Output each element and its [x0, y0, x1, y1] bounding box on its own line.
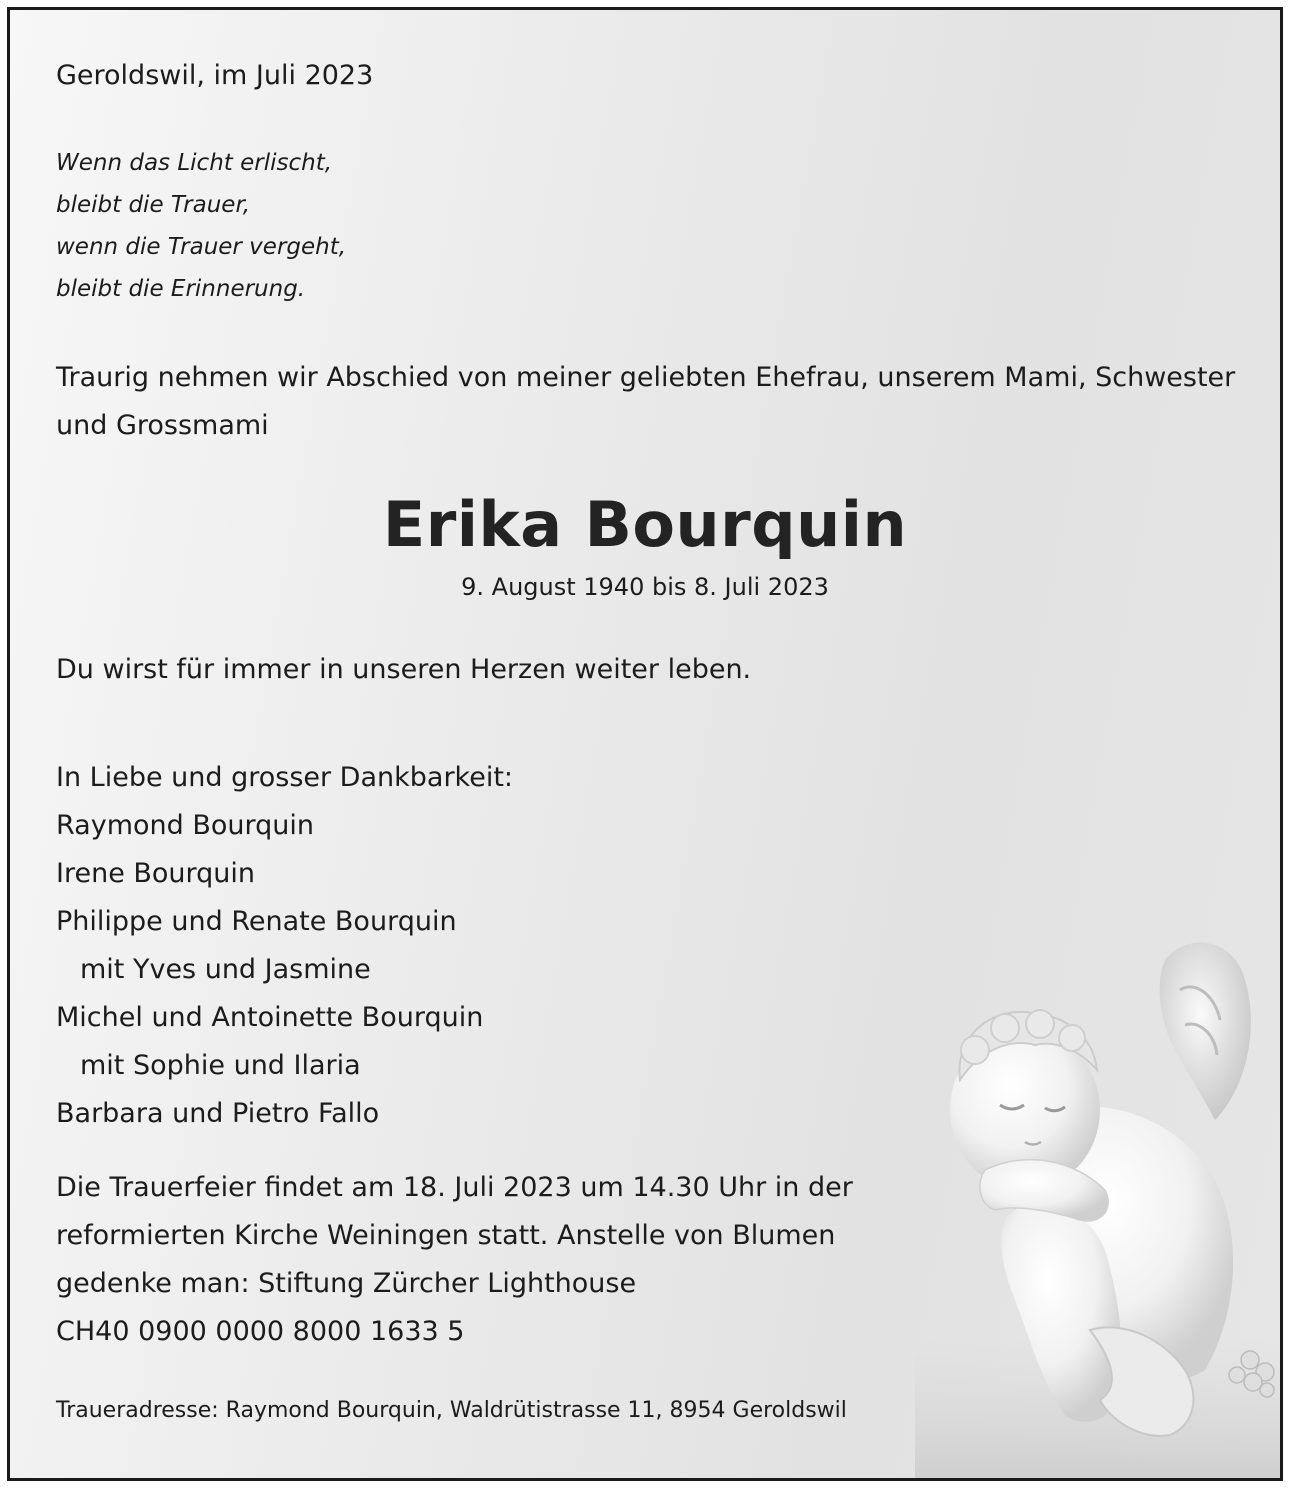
ceremony-info	[56, 1164, 853, 1356]
poem-line: Wenn das Licht erlischt,	[56, 150, 333, 176]
family-member: Michel und Antoinette Bourquin	[56, 1002, 484, 1033]
family-member: Raymond Bourquin	[56, 810, 314, 841]
deceased-name: Erika Bourquin	[382, 488, 908, 561]
obituary-notice	[7, 7, 1283, 1481]
family-member: Barbara und Pietro Fallo	[56, 1098, 380, 1129]
poem-line: bleibt die Erinnerung.	[56, 276, 306, 302]
family-heading: In Liebe und grosser Dankbarkeit:	[56, 762, 514, 793]
family-member: Philippe und Renate Bourquin	[56, 906, 457, 937]
ceremony-line: CH40 0900 0000 8000 1633 5	[56, 1316, 465, 1347]
ceremony-line: Die Trauerfeier findet am 18. Juli 2023 um 14.30 Uhr in der	[56, 1172, 853, 1203]
cherub-angel-icon	[915, 920, 1280, 1478]
ceremony-line: gedenke man: Stiftung Zürcher Lighthouse	[56, 1268, 637, 1299]
life-dates: 9. August 1940 bis 8. Juli 2023	[461, 573, 829, 601]
ceremony-line: reformierten Kirche Weiningen statt. Anstelle von Blumen	[56, 1220, 836, 1251]
farewell-intro: Traurig nehmen wir Abschied von meiner geliebten Ehefrau, unserem Mami, Schwester und Grossmami	[56, 362, 1236, 441]
family-member: mit Sophie und Ilaria	[80, 1050, 361, 1081]
poem-line: bleibt die Trauer,	[56, 192, 251, 218]
family-member: Irene Bourquin	[56, 858, 256, 889]
poem-line: wenn die Trauer vergeht,	[56, 234, 347, 260]
place-date-line: Geroldswil, im Juli 2023	[56, 60, 374, 91]
closing-sentence: Du wirst für immer in unseren Herzen weiter leben.	[56, 654, 752, 685]
family-list	[56, 754, 513, 1138]
poem	[56, 142, 346, 310]
family-member: mit Yves und Jasmine	[80, 954, 371, 985]
mourning-address: Traueradresse: Raymond Bourquin, Waldrütistrasse 11, 8954 Geroldswil	[56, 1398, 847, 1423]
